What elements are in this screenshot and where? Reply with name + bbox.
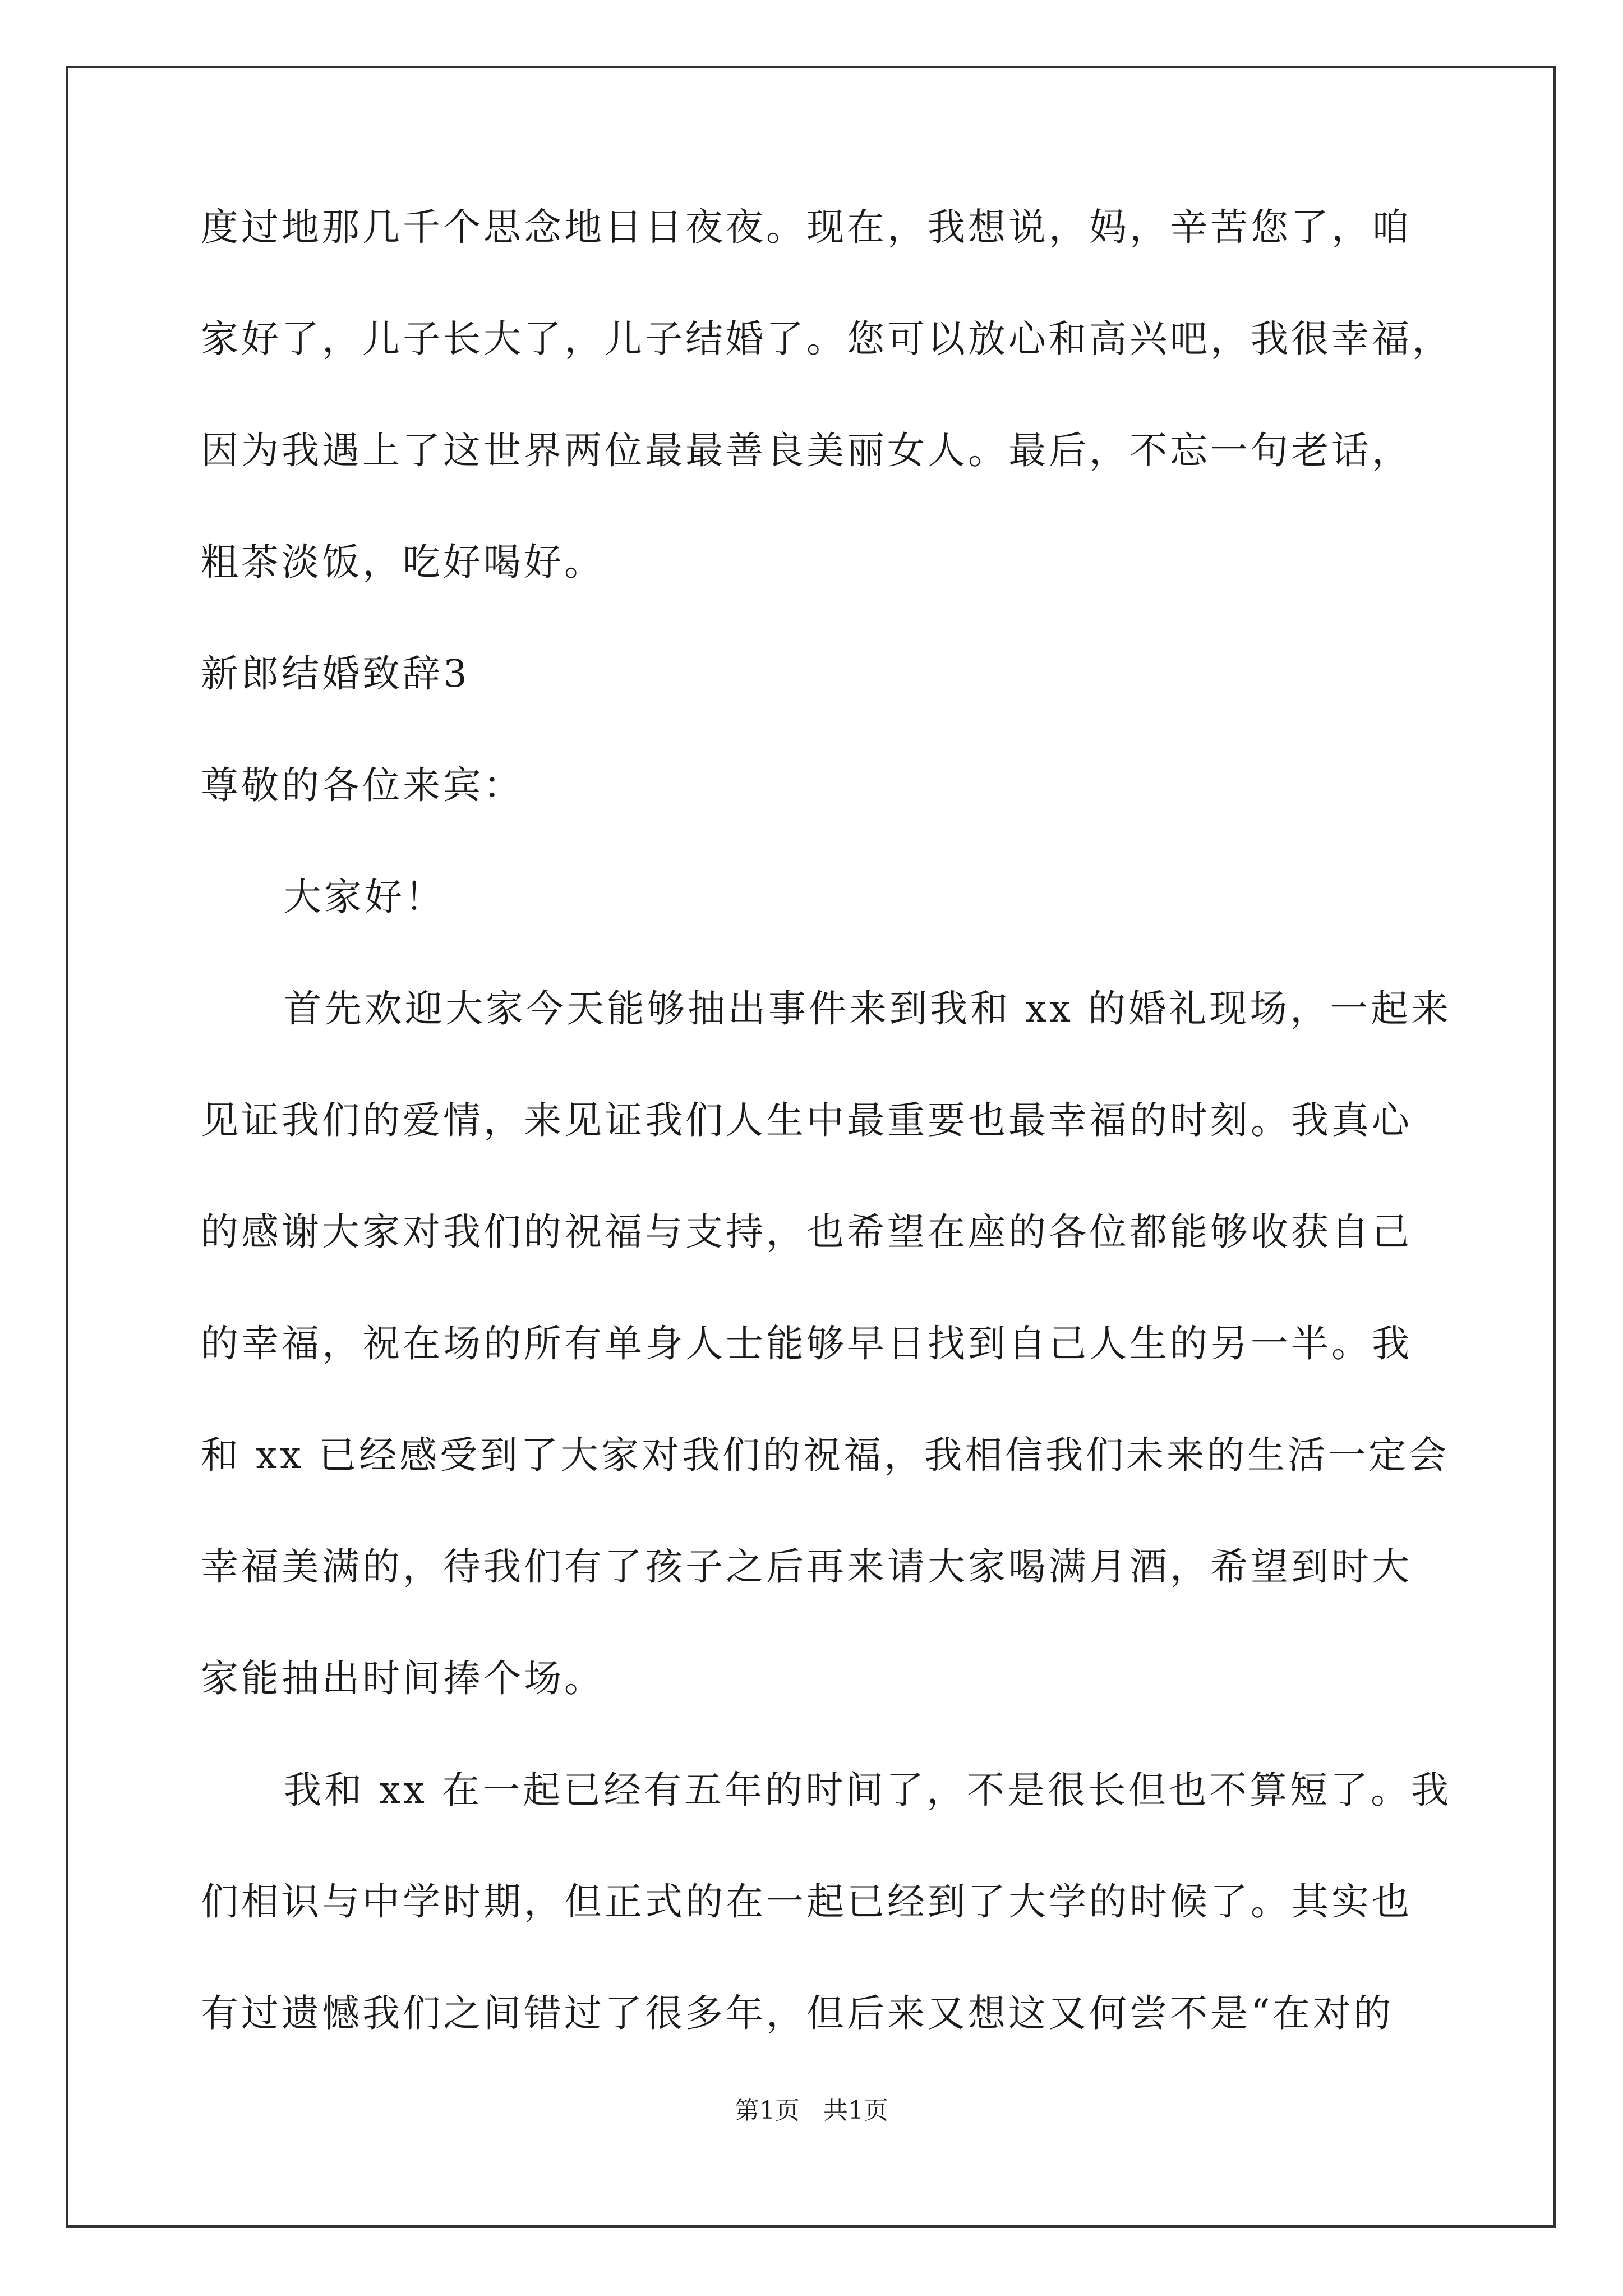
text-line: 家好了，儿子长大了，儿子结婚了。您可以放心和高兴吧，我很幸福， [201,317,1453,361]
text-line: 我和 xx 在一起已经有五年的时间了，不是很长但也不算短了。我 [284,1768,1452,1812]
salutation: 尊敬的各位来宾： [201,763,524,807]
text-line: 首先欢迎大家今天能够抽出事件来到我和 xx 的婚礼现场，一起来 [284,987,1452,1030]
page-footer [0,2096,1623,2125]
text-line: 因为我遇上了这世界两位最最善良美丽女人。最后，不忘一句老话， [201,429,1412,472]
text-line: 幸福美满的，待我们有了孩子之后再来请大家喝满月酒，希望到时大 [201,1545,1412,1589]
section-heading: 新郎结婚致辞3 [201,652,470,696]
document-body [201,205,1453,2106]
text-line: 家能抽出时间捧个场。 [201,1657,605,1700]
text-line: 的感谢大家对我们的祝福与支持，也希望在座的各位都能够收获自己 [201,1210,1412,1254]
text-line: 和 xx 已经感受到了大家对我们的祝福，我相信我们未来的生活一定会 [201,1433,1450,1477]
page-total: 共1页 [823,2096,888,2125]
text-line: 的幸福，祝在场的所有单身人士能够早日找到自己人生的另一半。我 [201,1322,1412,1365]
text-line: 们相识与中学时期，但正式的在一起已经到了大学的时候了。其实也 [201,1880,1412,1924]
text-line: 有过遗憾我们之间错过了很多年，但后来又想这又何尝不是“在对的 [201,1991,1394,2035]
text-line: 见证我们的爱情，来见证我们人生中最重要也最幸福的时刻。我真心 [201,1098,1412,1142]
text-line: 度过地那几千个思念地日日夜夜。现在，我想说，妈，辛苦您了，咱 [201,205,1412,249]
page-number: 第1页 [735,2096,800,2125]
text-line: 粗茶淡饭，吃好喝好。 [201,540,605,584]
greeting-line: 大家好！ [284,875,445,919]
